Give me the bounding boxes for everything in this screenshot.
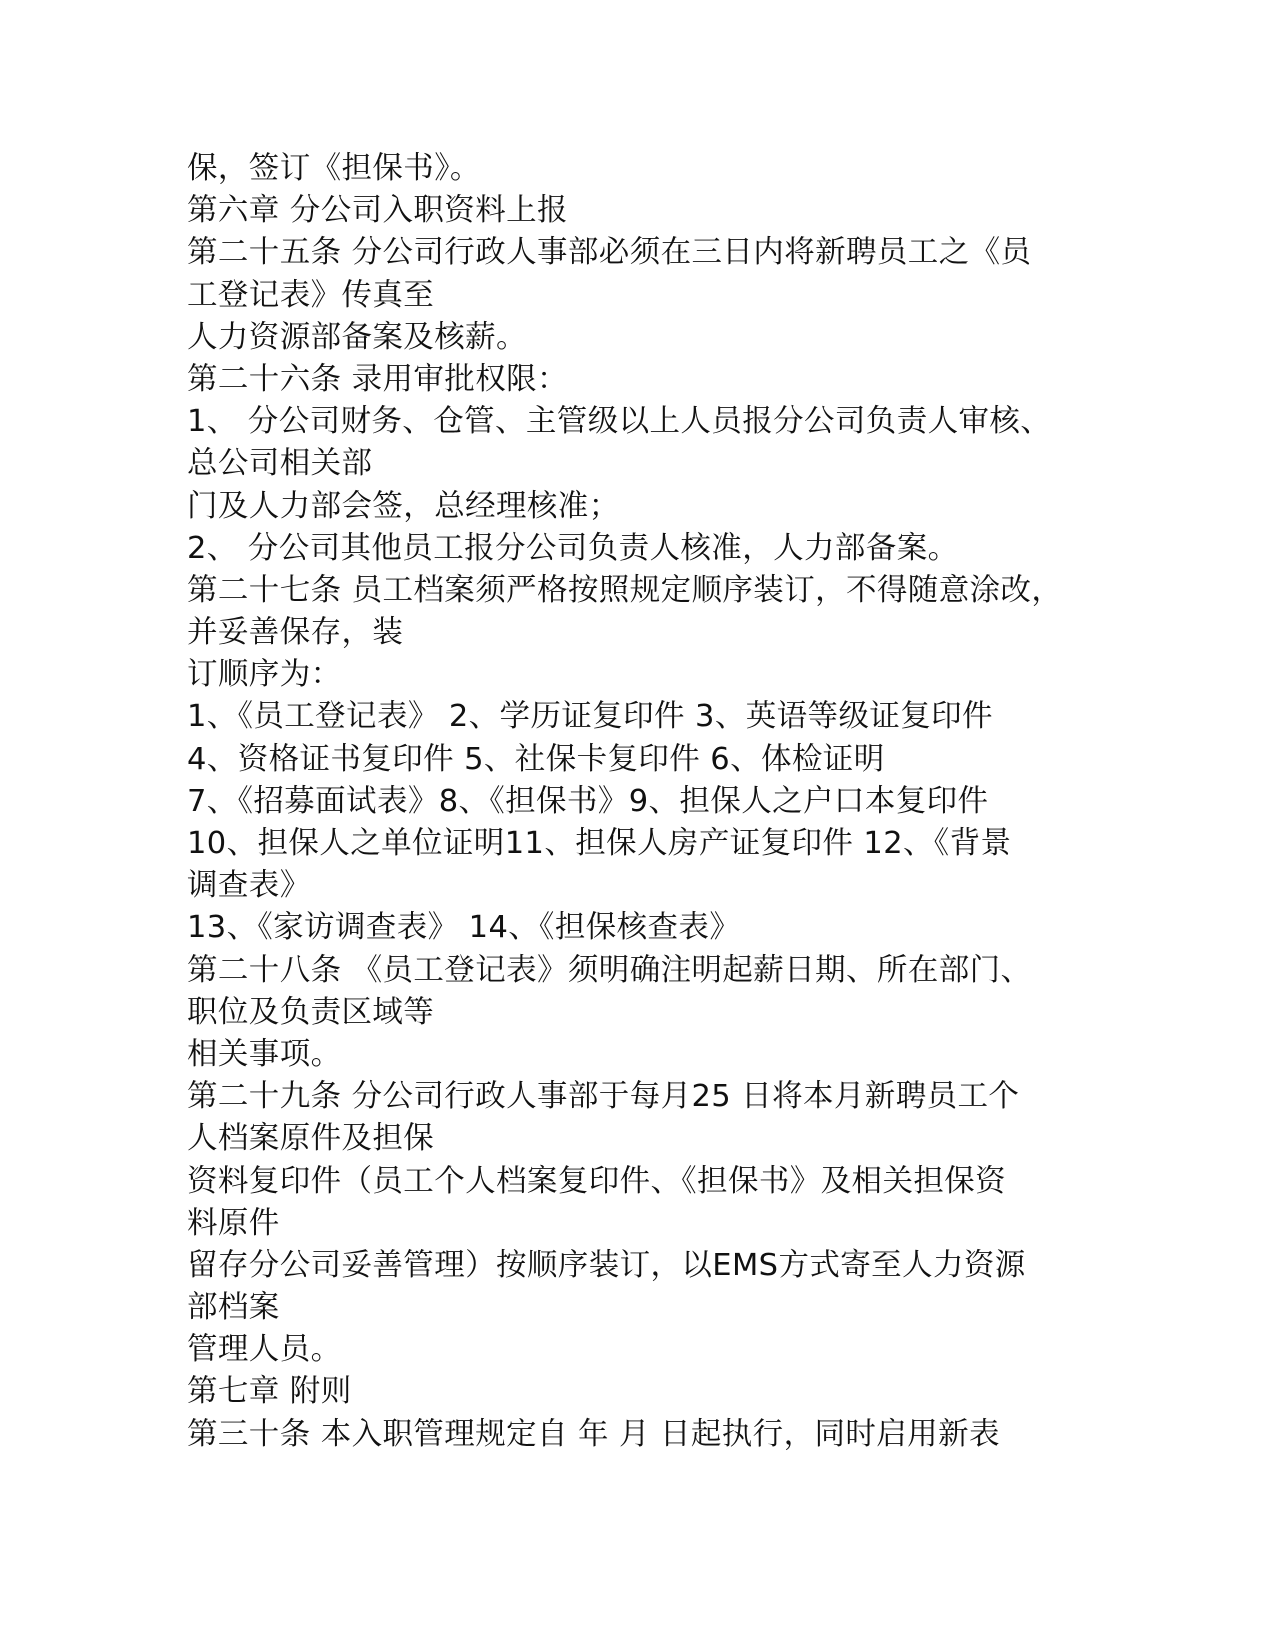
text-line: 相关事项。 <box>187 1036 342 1072</box>
text-line: 10、担保人之单位证明11、担保人房产证复印件 12、《背景 <box>187 826 1012 861</box>
text-line: 13、《家访调查表》 14、《担保核查表》 <box>187 910 741 946</box>
text-line: 第二十五条 分公司行政人事部必须在三日内将新聘员工之《员 <box>187 235 1032 271</box>
text-line: 职位及负责区域等 <box>187 994 435 1030</box>
text-line: 第二十七条 员工档案须严格按照规定顺序装订，不得随意涂改， <box>187 572 1063 608</box>
text-line: 7、《招募面试表》8、《担保书》9、担保人之户口本复印件 <box>187 783 989 819</box>
text-line: 订顺序为： <box>187 657 342 693</box>
text-line: 人档案原件及担保 <box>187 1121 435 1157</box>
text-line: 料原件 <box>187 1205 280 1241</box>
text-line: 资料复印件（员工个人档案复印件、《担保书》及相关担保资 <box>187 1163 1007 1199</box>
text-line: 1、《员工登记表》 2、学历证复印件 3、英语等级证复印件 <box>187 699 993 735</box>
document-body <box>187 148 1087 1456</box>
text-line: 第二十八条 《员工登记表》须明确注明起薪日期、所在部门、 <box>187 952 1032 988</box>
text-line: 部档案 <box>187 1290 280 1326</box>
text-line: 保，签订《担保书》。 <box>187 151 481 186</box>
text-line: 第二十九条 分公司行政人事部于每月25 日将本月新聘员工个 <box>187 1079 1020 1115</box>
text-line: 第三十条 本入职管理规定自 年 月 日起执行，同时启用新表 <box>187 1416 1000 1452</box>
text-line: 并妥善保存，装 <box>187 615 404 651</box>
text-line: 第二十六条 录用审批权限： <box>187 361 568 397</box>
text-line: 调查表》 <box>187 868 311 904</box>
chapter-heading: 第七章 附则 <box>187 1374 352 1410</box>
text-line: 门及人力部会签，总经理核准； <box>187 488 620 524</box>
text-line: 4、资格证书复印件 5、社保卡复印件 6、体检证明 <box>187 741 885 777</box>
text-line: 总公司相关部 <box>187 446 373 482</box>
text-line: 管理人员。 <box>187 1332 342 1368</box>
text-line: 工登记表》传真至 <box>187 277 435 313</box>
text-line: 1、 分公司财务、仓管、主管级以上人员报分公司负责人审核、 <box>187 404 1052 440</box>
text-line: 留存分公司妥善管理）按顺序装订，以EMS方式寄至人力资源 <box>187 1247 1026 1283</box>
text-line: 人力资源部备案及核薪。 <box>187 319 527 355</box>
chapter-heading: 第六章 分公司入职资料上报 <box>187 193 568 229</box>
text-line: 2、 分公司其他员工报分公司负责人核准，人力部备案。 <box>187 530 959 566</box>
